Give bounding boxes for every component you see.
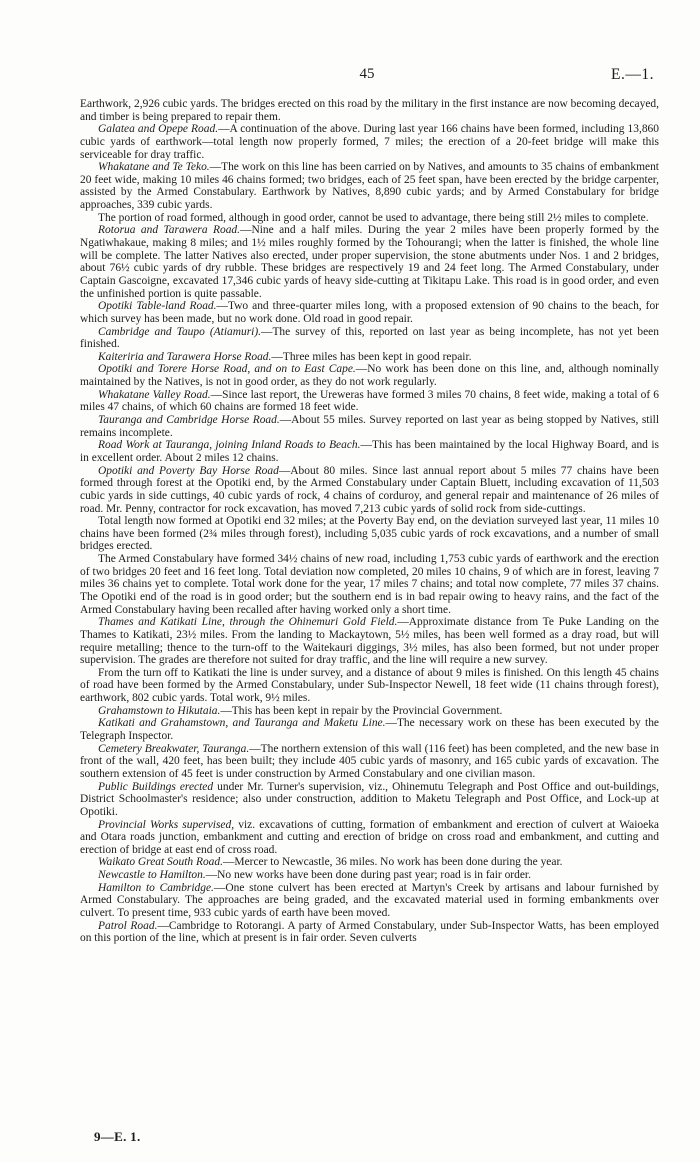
paragraph bbox=[80, 882, 659, 920]
paragraph-text: Total length now formed at Opotiki end 32 miles; at the Poverty Bay end, on the deviation surveyed last year, 11 miles 10 chains have been formed (2¾ miles through forest), including 5,035 cubic yards of rock excavations, and a number of small bridges erected. bbox=[80, 515, 659, 553]
paragraph-text: viz. excavations of cutting, formation of embankment and erection of culvert at Waioeka and Otara roads junction, embankment and cutting and erection of bridge on cross road and embankment, and cutting and erection of bridge at east end of cross road. bbox=[80, 818, 659, 856]
paragraph-text: —The northern extension of this wall (116 feet) has been completed, and the new base in front of the wall, 420 feet, has been built; they include 405 cubic yards of masonry, and 165 cubic yards of excavation. The southern extension of 45 feet is under construction by Armed Constabulary and one civilian mason. bbox=[80, 742, 659, 780]
paragraph-text: —This has been maintained by the local Highway Board, and is in excellent order. About 2 miles 12 chains. bbox=[80, 439, 659, 464]
paragraph bbox=[80, 363, 659, 388]
paragraph bbox=[80, 212, 659, 225]
paragraph-text: —Approximate distance from Te Puke Landing on the Thames to Katikati, 23½ miles. From the landing to Mackaytown, 5½ miles, has been well formed as a dray road, but will require metalling; thence to the turn-off to the Waitekauri diggings, 3½ miles, has also been formed, but not under proper supervision. The grades are therefore not suited for dray traffic, and the line will require a new survey. bbox=[80, 616, 659, 667]
paragraph-text: —Two and three-quarter miles long, with a proposed extension of 90 chains to the beach, for which survey has been made, but no work done. Old road in good repair. bbox=[80, 300, 659, 325]
paragraph bbox=[80, 856, 659, 869]
paragraph-text: The Armed Constabulary have formed 34½ chains of new road, including 1,753 cubic yards of earthwork and the erection of two bridges 20 feet and 16 feet long. Total deviation now completed, 20 miles 10 chains, 9 of which are in forest, leaving 7 miles 36 chains yet to complete. Total work done for the year, 17 miles 7 chains; and total now complete, 77 miles 37 chains. The Opotiki end of the road is in good order; but the southern end is in bad repair owing to heavy rains, and the fact of the Armed Constabulary having been recalled after having worked only a short time. bbox=[80, 553, 659, 616]
paragraph-text: under Mr. Turner's supervision, viz., Ohinemutu Telegraph and Post Office and out-buildings, District Schoolmaster's residence; also under construction, addition to Maketu Telegraph and Post Office, and Lock-up at Opotiki. bbox=[80, 780, 659, 818]
paragraph-text: —Nine and a half miles. During the year 2 miles have been properly formed by the Ngatiwhakaue, making 8 miles; and 1½ miles roughly formed by the Tohourangi; when the latter is finished, the whole line will be complete. The latter Natives also erected, under proper supervision, the stone abutments under Nos. 1 and 2 bridges, about 76½ cubic yards of dry rubble. These bridges are respectively 19 and 24 feet long. The Armed Constabulary, under Captain Gascoigne, excavated 17,346 cubic yards of heavy side-cutting at Tikitapu Lake. This road is in good order, and even the unfinished portion is quite passable. bbox=[80, 224, 659, 300]
paragraph-text: —This has been kept in repair by the Provincial Government. bbox=[220, 704, 503, 717]
paragraph bbox=[80, 224, 659, 300]
paragraph-text: Earthwork, 2,926 cubic yards. The bridges erected on this road by the military in the first instance are now becoming decayed, and timber is being prepared to repair them. bbox=[80, 98, 659, 123]
paragraph bbox=[80, 717, 659, 742]
paragraph bbox=[80, 98, 659, 123]
document-reference: E.—1. bbox=[611, 66, 654, 83]
paragraph-heading: Whakatane Valley Road. bbox=[98, 388, 211, 401]
paragraph bbox=[80, 465, 659, 516]
paragraph bbox=[80, 515, 659, 553]
paragraph-text: —Three miles has been kept in good repair. bbox=[271, 350, 472, 363]
paragraph-heading: Grahamstown to Hikutaia. bbox=[98, 704, 221, 717]
paragraph-text: —Mercer to Newcastle, 36 miles. No work has been done during the year. bbox=[222, 856, 563, 869]
paragraph bbox=[80, 414, 659, 439]
paragraph bbox=[80, 869, 659, 882]
paragraph bbox=[80, 389, 659, 414]
report-body bbox=[80, 98, 659, 945]
paragraph-text: —No new works have been done during past year; road is in fair order. bbox=[205, 869, 531, 882]
paragraph-heading: Tauranga and Cambridge Horse Road. bbox=[98, 414, 280, 427]
paragraph-text: —The work on this line has been carried on by Natives, and amounts to 35 chains of embankment 20 feet wide, making 10 miles 46 chains formed; two bridges, each of 25 feet span, have been erected by the bridge carpenter, assisted by the Armed Constabulary. Earthwork by Natives, 8,890 cubic yards; and by Armed Constabulary for bridge approaches, 339 cubic yards. bbox=[80, 161, 659, 212]
paragraph-heading: Whakatane and Te Teko. bbox=[98, 161, 210, 174]
paragraph-heading: Waikato Great South Road. bbox=[98, 856, 223, 869]
paragraph-heading: Provincial Works supervised, bbox=[98, 818, 235, 831]
paragraph-heading: Opotiki Table-land Road. bbox=[98, 300, 217, 313]
paragraph bbox=[80, 351, 659, 364]
paragraph-text: —About 80 miles. Since last annual report about 5 miles 77 chains have been formed through forest at the Opotiki end, by the Armed Constabulary under Captain Bluett, including excavation of 11,503 cubic yards in side cuttings, 40 cubic yards of rock, 4 chains of corduroy, and general repair and maintenance of 26 miles of road. Mr. Penny, contractor for rock excavation, has moved 7,213 cubic yards of solid rock from side-cuttings. bbox=[80, 464, 659, 515]
paragraph-heading: Opotiki and Poverty Bay Horse Road bbox=[98, 464, 279, 477]
paragraph bbox=[80, 920, 659, 945]
paragraph bbox=[80, 819, 659, 857]
paragraph bbox=[80, 326, 659, 351]
paragraph-heading: Rotorua and Tarawera Road. bbox=[98, 224, 240, 237]
signature-mark: 9—E. 1. bbox=[94, 1129, 141, 1144]
paragraph-heading: Public Buildings erected bbox=[98, 780, 214, 793]
paragraph bbox=[80, 300, 659, 325]
paragraph-heading: Cambridge and Taupo (Atiamuri). bbox=[98, 325, 261, 338]
paragraph bbox=[80, 667, 659, 705]
paragraph-heading: Opotiki and Torere Horse Road, and on to East Cape. bbox=[98, 363, 356, 376]
paragraph-text: —One stone culvert has been erected at Martyn's Creek by artisans and labour furnished by Armed Constabulary. The approaches are being graded, and the excavated material used in forming embankments over culvert. To present time, 933 cubic yards of earth have been moved. bbox=[80, 881, 659, 919]
paragraph bbox=[80, 123, 659, 161]
paragraph bbox=[80, 439, 659, 464]
paragraph-text: —About 55 miles. Survey reported on last year as being stopped by Natives, still remains incomplete. bbox=[80, 414, 659, 439]
paragraph bbox=[80, 616, 659, 667]
paragraph-text: —Cambridge to Rotorangi. A party of Armed Constabulary, under Sub-Inspector Watts, has been employed on this portion of the line, which at present is in fair order. Seven culverts bbox=[80, 919, 660, 945]
paragraph-heading: Thames and Katikati Line, through the Ohinemuri Gold Field. bbox=[98, 616, 398, 629]
paragraph-text: —A continuation of the above. During last year 166 chains have been formed, including 13,860 cubic yards of earthwork—total length now properly formed, 7 miles; the erection of a 20-feet bridge will make this serviceable for dray traffic. bbox=[80, 123, 659, 161]
page-number: 45 bbox=[359, 66, 375, 82]
paragraph-heading: Katikati and Grahamstown, and Tauranga and Maketu Line. bbox=[98, 717, 386, 730]
paragraph bbox=[80, 705, 659, 718]
paragraph-text: —Since last report, the Ureweras have formed 3 miles 70 chains, 8 feet wide, making a total of 6 miles 47 chains, of which 60 chains are formed 18 feet wide. bbox=[80, 388, 659, 414]
paragraph bbox=[80, 161, 659, 212]
paragraph-heading: Hamilton to Cambridge. bbox=[98, 881, 214, 894]
paragraph-heading: Cemetery Breakwater, Tauranga. bbox=[98, 742, 250, 755]
paragraph bbox=[80, 553, 659, 616]
paragraph-heading: Patrol Road. bbox=[98, 919, 158, 932]
paragraph bbox=[80, 781, 659, 819]
paragraph-text: —The survey of this, reported on last year as being incomplete, has not yet been finished. bbox=[80, 325, 659, 351]
page-header bbox=[80, 66, 654, 88]
paragraph-heading: Newcastle to Hamilton. bbox=[98, 869, 206, 882]
paragraph-text: The portion of road formed, although in good order, cannot be used to advantage, there being still 2½ miles to complete. bbox=[98, 211, 649, 224]
paragraph bbox=[80, 743, 659, 781]
paragraph-heading: Kaiteriria and Tarawera Horse Road. bbox=[98, 350, 272, 363]
paragraph-text: —The necessary work on these has been executed by the Telegraph Inspector. bbox=[80, 717, 659, 743]
paragraph-text: —No work has been done on this line, and, although nominally maintained by the Natives, is not in good order, as they do not work regularly. bbox=[80, 363, 659, 389]
paragraph-heading: Galatea and Opepe Road. bbox=[98, 123, 219, 136]
paragraph-text: From the turn off to Katikati the line is under survey, and a distance of about 9 miles is finished. On this length 45 chains of road have been formed by the Armed Constabulary, under Sub-Inspector Newell, 18 feet wide (11 chains through forest), earthwork, 802 cubic yards. Total work, 9½ miles. bbox=[80, 666, 659, 705]
paragraph-heading: Road Work at Tauranga, joining Inland Roads to Beach. bbox=[98, 439, 361, 452]
